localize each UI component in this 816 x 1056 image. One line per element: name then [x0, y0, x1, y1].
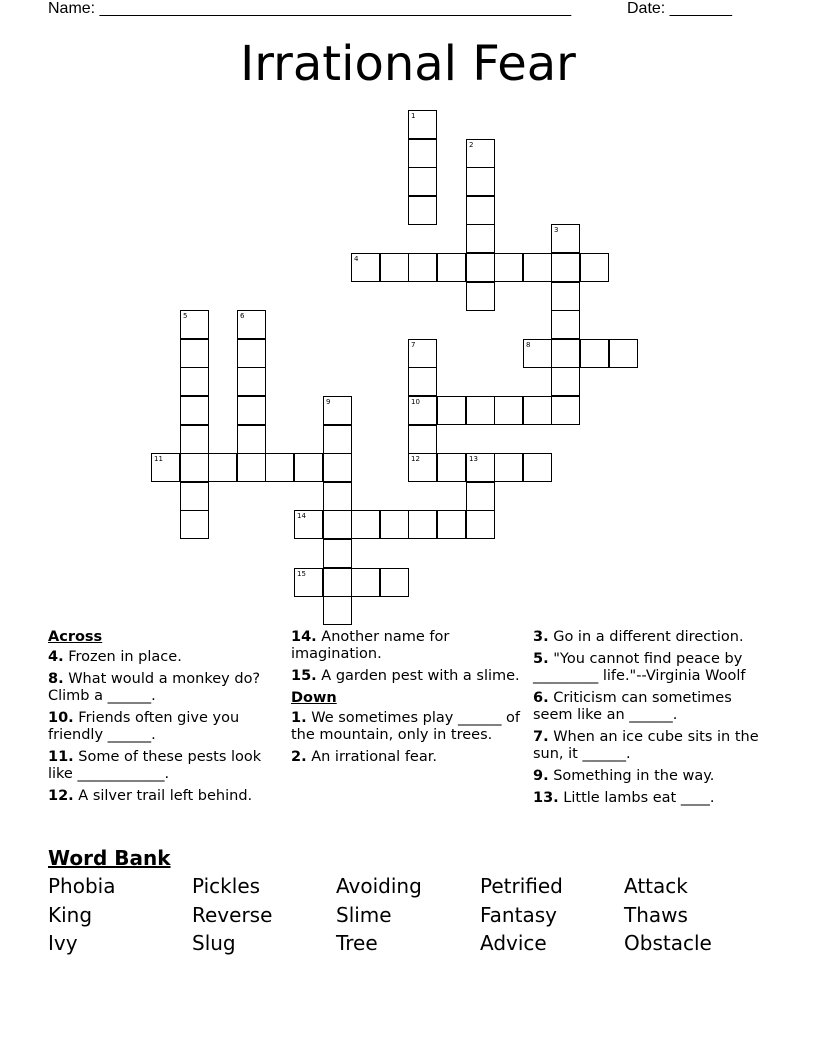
grid-cell[interactable]	[494, 396, 523, 425]
clue-number: 1.	[291, 710, 307, 726]
grid-cell[interactable]	[408, 453, 437, 482]
word-bank-word: Tree	[336, 931, 378, 955]
grid-cell[interactable]	[523, 453, 552, 482]
clue-number: 8.	[48, 671, 64, 687]
grid-cell[interactable]	[466, 253, 495, 282]
grid-cell[interactable]	[466, 510, 495, 539]
grid-cell[interactable]	[323, 453, 352, 482]
clue-number: 10.	[48, 710, 74, 726]
grid-cell[interactable]	[408, 167, 437, 196]
grid-cell[interactable]	[237, 396, 266, 425]
clue-across-4	[48, 649, 284, 666]
clue-number: 4.	[48, 649, 64, 665]
clue-text: When an ice cube sits in the sun, it ______.	[533, 729, 759, 762]
clue-text: We sometimes play ______ of the mountain, only in trees.	[291, 710, 521, 743]
grid-cell[interactable]	[237, 310, 266, 339]
grid-cell[interactable]	[180, 396, 209, 425]
grid-cell[interactable]	[408, 196, 437, 225]
clue-across-8	[48, 671, 284, 705]
clue-text: Criticism can sometimes seem like an ______.	[533, 690, 732, 723]
word-bank-word: Reverse	[192, 903, 273, 927]
cell-number: 12	[411, 455, 420, 463]
word-bank-word: Thaws	[624, 903, 688, 927]
grid-cell[interactable]	[466, 453, 495, 482]
grid-cell[interactable]	[323, 482, 352, 511]
word-bank-word: Ivy	[48, 931, 78, 955]
grid-cell[interactable]	[551, 310, 580, 339]
clue-down-5	[533, 651, 769, 685]
grid-cell[interactable]	[551, 339, 580, 368]
grid-cell[interactable]	[466, 139, 495, 168]
cell-number: 15	[297, 570, 306, 578]
cell-number: 13	[469, 455, 478, 463]
clue-number: 3.	[533, 629, 549, 645]
grid-cell[interactable]	[551, 224, 580, 253]
grid-cell[interactable]	[237, 453, 266, 482]
cell-number: 9	[326, 398, 331, 406]
cell-number: 14	[297, 512, 306, 520]
clue-number: 6.	[533, 690, 549, 706]
name-field-line: Name: _____________________________________________________	[48, 0, 572, 17]
word-bank-word: Slime	[336, 903, 392, 927]
clue-down-1	[291, 710, 523, 744]
grid-cell[interactable]	[380, 253, 409, 282]
clue-number: 13.	[533, 790, 559, 806]
word-bank-word: Pickles	[192, 874, 261, 898]
cell-number: 8	[526, 341, 531, 349]
grid-cell[interactable]	[351, 253, 380, 282]
down-heading: Down	[291, 690, 337, 706]
grid-cell[interactable]	[323, 568, 352, 597]
grid-cell[interactable]	[380, 568, 409, 597]
grid-cell[interactable]	[351, 568, 380, 597]
word-bank-word: Avoiding	[336, 874, 422, 898]
date-field-line: Date: _______	[627, 0, 732, 17]
word-bank-word: Fantasy	[480, 903, 557, 927]
grid-cell[interactable]	[408, 510, 437, 539]
cell-number: 1	[411, 112, 416, 120]
grid-cell[interactable]	[551, 367, 580, 396]
clue-number: 5.	[533, 651, 549, 667]
grid-cell[interactable]	[323, 510, 352, 539]
cell-number: 7	[411, 341, 416, 349]
grid-cell[interactable]	[437, 453, 466, 482]
grid-cell[interactable]	[408, 139, 437, 168]
clue-down-13	[533, 790, 769, 807]
grid-cell[interactable]	[180, 367, 209, 396]
grid-cell[interactable]	[294, 510, 323, 539]
grid-cell[interactable]	[580, 253, 609, 282]
clue-number: 14.	[291, 629, 317, 645]
grid-cell[interactable]	[208, 453, 237, 482]
grid-cell[interactable]	[523, 253, 552, 282]
word-bank-word: Phobia	[48, 874, 116, 898]
grid-cell[interactable]	[466, 396, 495, 425]
grid-cell[interactable]	[408, 110, 437, 139]
grid-cell[interactable]	[408, 339, 437, 368]
grid-cell[interactable]	[551, 253, 580, 282]
clue-text: An irrational fear.	[311, 749, 437, 765]
clue-text: A garden pest with a slime.	[321, 668, 520, 684]
clue-text: Friends often give you friendly ______.	[48, 710, 240, 743]
clue-number: 11.	[48, 749, 74, 765]
grid-cell[interactable]	[466, 196, 495, 225]
grid-cell[interactable]	[408, 367, 437, 396]
grid-cell[interactable]	[151, 453, 180, 482]
word-bank-word: King	[48, 903, 93, 927]
clue-down-6	[533, 690, 769, 724]
grid-cell[interactable]	[408, 253, 437, 282]
clue-text: Little lambs eat ____.	[563, 790, 715, 806]
puzzle-title: Irrational Fear	[240, 36, 576, 92]
clue-down-2	[291, 749, 523, 766]
grid-cell[interactable]	[294, 568, 323, 597]
grid-cell[interactable]	[180, 482, 209, 511]
grid-cell[interactable]	[323, 396, 352, 425]
clue-text: Frozen in place.	[68, 649, 182, 665]
grid-cell[interactable]	[466, 482, 495, 511]
grid-cell[interactable]	[523, 339, 552, 368]
grid-cell[interactable]	[180, 339, 209, 368]
cell-number: 11	[154, 455, 163, 463]
grid-cell[interactable]	[466, 282, 495, 311]
clue-down-9	[533, 768, 769, 785]
clue-text: "You cannot find peace by _________ life."--Virginia Woolf	[533, 651, 746, 684]
grid-cell[interactable]	[580, 339, 609, 368]
cell-number: 5	[183, 312, 188, 320]
clue-column-1	[48, 629, 284, 810]
grid-cell[interactable]	[180, 453, 209, 482]
grid-cell[interactable]	[380, 510, 409, 539]
cell-number: 2	[469, 141, 474, 149]
clue-text: What would a monkey do? Climb a ______.	[48, 671, 261, 704]
grid-cell[interactable]	[180, 425, 209, 454]
grid-cell[interactable]	[609, 339, 638, 368]
grid-cell[interactable]	[265, 453, 294, 482]
grid-cell[interactable]	[437, 510, 466, 539]
grid-cell[interactable]	[180, 510, 209, 539]
cell-number: 3	[554, 226, 559, 234]
word-bank-word: Advice	[480, 931, 547, 955]
grid-cell[interactable]	[237, 339, 266, 368]
grid-cell[interactable]	[523, 396, 552, 425]
clue-column-2	[291, 629, 523, 771]
word-bank-word: Slug	[192, 931, 236, 955]
clue-down-7	[533, 729, 769, 763]
clue-across-12	[48, 788, 284, 805]
clue-across-10	[48, 710, 284, 744]
cell-number: 4	[354, 255, 359, 263]
clue-number: 9.	[533, 768, 549, 784]
grid-cell[interactable]	[237, 425, 266, 454]
grid-cell[interactable]	[551, 396, 580, 425]
clue-across-11	[48, 749, 284, 783]
across-heading: Across	[48, 629, 103, 645]
grid-cell[interactable]	[323, 596, 352, 625]
grid-cell[interactable]	[323, 539, 352, 568]
grid-cell[interactable]	[408, 425, 437, 454]
word-bank-word: Attack	[624, 874, 688, 898]
grid-cell[interactable]	[466, 224, 495, 253]
cell-number: 10	[411, 398, 420, 406]
word-bank-word: Petrified	[480, 874, 563, 898]
clue-text: Some of these pests look like ____________.	[48, 749, 262, 782]
clue-number: 2.	[291, 749, 307, 765]
clue-column-3	[533, 629, 769, 812]
clue-number: 15.	[291, 668, 317, 684]
grid-cell[interactable]	[351, 510, 380, 539]
grid-cell[interactable]	[294, 453, 323, 482]
grid-cell[interactable]	[323, 425, 352, 454]
clue-across-15	[291, 668, 523, 685]
grid-cell[interactable]	[437, 396, 466, 425]
grid-cell[interactable]	[437, 253, 466, 282]
grid-cell[interactable]	[237, 367, 266, 396]
grid-cell[interactable]	[180, 310, 209, 339]
clue-number: 12.	[48, 788, 74, 804]
clue-text: Another name for imagination.	[291, 629, 450, 662]
cell-number: 6	[240, 312, 245, 320]
word-bank-word: Obstacle	[624, 931, 712, 955]
clue-across-14	[291, 629, 523, 663]
grid-cell[interactable]	[494, 453, 523, 482]
clue-number: 7.	[533, 729, 549, 745]
grid-cell[interactable]	[494, 253, 523, 282]
grid-cell[interactable]	[551, 282, 580, 311]
clue-text: A silver trail left behind.	[78, 788, 253, 804]
clue-text: Go in a different direction.	[553, 629, 744, 645]
clue-down-3	[533, 629, 769, 646]
word-bank-title: Word Bank	[48, 846, 171, 870]
grid-cell[interactable]	[466, 167, 495, 196]
clue-text: Something in the way.	[553, 768, 715, 784]
grid-cell[interactable]	[408, 396, 437, 425]
